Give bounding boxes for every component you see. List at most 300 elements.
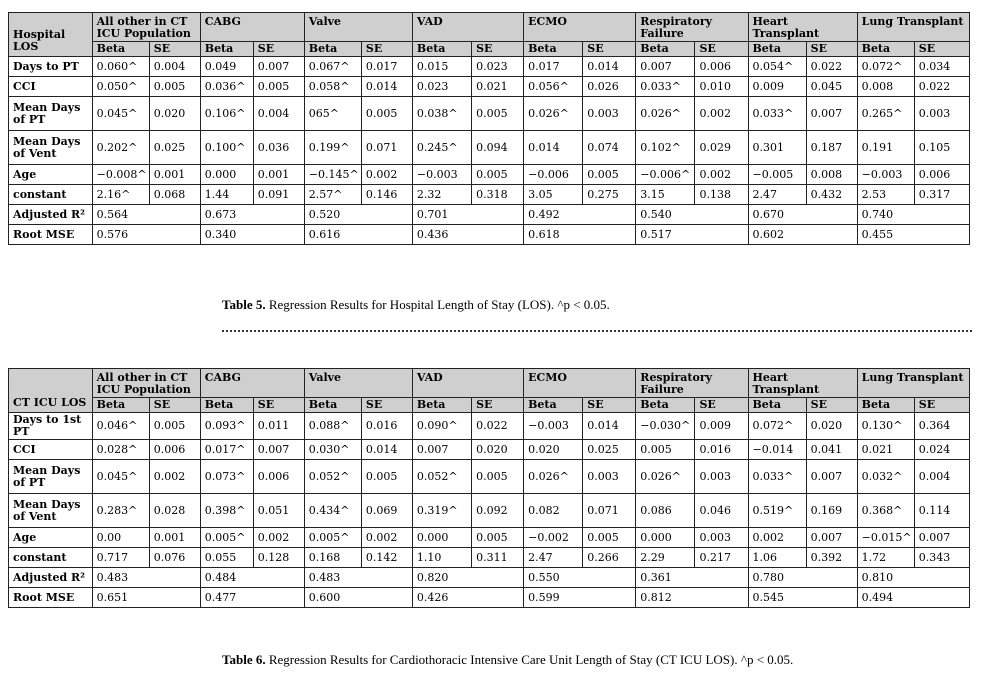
beta-cell: 1.72 <box>857 548 914 568</box>
se-cell: 0.014 <box>583 413 636 440</box>
beta-cell: 2.57^ <box>304 185 361 205</box>
se-cell: 0.046 <box>695 494 748 528</box>
beta-cell: 0.033^ <box>748 460 806 494</box>
column-group-header: CABG <box>200 369 304 398</box>
beta-cell: 0.000 <box>636 528 695 548</box>
se-cell: 0.045 <box>806 77 857 97</box>
se-cell: 0.017 <box>361 57 412 77</box>
se-cell: 0.003 <box>914 97 969 131</box>
se-cell: 0.041 <box>806 440 857 460</box>
beta-cell: 0.020 <box>524 440 583 460</box>
se-cell: 0.392 <box>806 548 857 568</box>
beta-cell: 0.088^ <box>304 413 361 440</box>
beta-header: Beta <box>200 398 253 413</box>
se-cell: 0.187 <box>806 131 857 165</box>
se-cell: 0.007 <box>806 528 857 548</box>
column-group-header: Valve <box>304 13 412 42</box>
beta-cell: 0.434^ <box>304 494 361 528</box>
se-cell: 0.275 <box>583 185 636 205</box>
beta-cell: −0.003 <box>524 413 583 440</box>
se-cell: 0.022 <box>472 413 524 440</box>
table-5-caption-label: Table 5. <box>222 297 266 312</box>
beta-cell: 0.032^ <box>857 460 914 494</box>
se-cell: 0.008 <box>806 165 857 185</box>
beta-cell: 0.398^ <box>200 494 253 528</box>
beta-cell: −0.030^ <box>636 413 695 440</box>
se-header: SE <box>806 398 857 413</box>
beta-cell: 0.052^ <box>304 460 361 494</box>
se-cell: 0.004 <box>149 57 200 77</box>
se-cell: 0.217 <box>695 548 748 568</box>
se-header: SE <box>149 42 200 57</box>
beta-cell: 0.028^ <box>92 440 149 460</box>
beta-cell: −0.006^ <box>636 165 695 185</box>
column-group-header: Heart Transplant <box>748 13 857 42</box>
beta-cell: 0.026^ <box>524 460 583 494</box>
column-group-header: Respiratory Failure <box>636 369 748 398</box>
beta-header: Beta <box>636 398 695 413</box>
se-cell: 0.311 <box>472 548 524 568</box>
beta-cell: 0.009 <box>748 77 806 97</box>
se-cell: 0.020 <box>806 413 857 440</box>
se-cell: 0.005 <box>583 165 636 185</box>
se-cell: 0.034 <box>914 57 969 77</box>
se-cell: 0.028 <box>149 494 200 528</box>
se-cell: 0.076 <box>149 548 200 568</box>
se-cell: 0.002 <box>149 460 200 494</box>
se-cell: 0.068 <box>149 185 200 205</box>
se-header: SE <box>806 42 857 57</box>
beta-cell: 0.199^ <box>304 131 361 165</box>
beta-cell: −0.005 <box>748 165 806 185</box>
se-cell: 0.025 <box>583 440 636 460</box>
beta-cell: 0.046^ <box>92 413 149 440</box>
se-cell: 0.091 <box>253 185 304 205</box>
beta-header: Beta <box>524 398 583 413</box>
se-cell: 0.022 <box>914 77 969 97</box>
beta-cell: 2.47 <box>748 185 806 205</box>
se-cell: 0.023 <box>472 57 524 77</box>
se-cell: 0.007 <box>253 57 304 77</box>
row-label: constant <box>9 185 93 205</box>
column-group-header: VAD <box>412 13 523 42</box>
se-cell: 0.318 <box>472 185 524 205</box>
se-cell: 0.025 <box>149 131 200 165</box>
se-cell: 0.009 <box>695 413 748 440</box>
row-header: CT ICU LOS <box>9 369 93 413</box>
beta-cell: 0.073^ <box>200 460 253 494</box>
table-row <box>9 440 970 460</box>
beta-cell: 0.036^ <box>200 77 253 97</box>
beta-cell: 0.058^ <box>304 77 361 97</box>
beta-cell: 0.060^ <box>92 57 149 77</box>
beta-cell: 0.00 <box>92 528 149 548</box>
beta-header: Beta <box>92 42 149 57</box>
beta-cell: 0.130^ <box>857 413 914 440</box>
se-cell: 0.266 <box>583 548 636 568</box>
se-cell: 0.001 <box>253 165 304 185</box>
se-cell: 0.071 <box>361 131 412 165</box>
row-label: Mean Days of PT <box>9 97 93 131</box>
se-cell: 0.005 <box>253 77 304 97</box>
beta-cell: 0.014 <box>524 131 583 165</box>
summary-value: 0.651 <box>92 588 200 608</box>
beta-header: Beta <box>524 42 583 57</box>
table-row <box>9 413 970 440</box>
beta-header: Beta <box>857 42 914 57</box>
se-cell: 0.001 <box>149 165 200 185</box>
se-header: SE <box>695 42 748 57</box>
table-row <box>9 185 970 205</box>
se-cell: 0.005 <box>149 413 200 440</box>
se-cell: 0.317 <box>914 185 969 205</box>
se-header: SE <box>914 398 969 413</box>
beta-cell: 0.100^ <box>200 131 253 165</box>
se-cell: 0.071 <box>583 494 636 528</box>
beta-cell: 0.045^ <box>92 460 149 494</box>
summary-value: 0.492 <box>524 205 636 225</box>
table-row <box>9 57 970 77</box>
se-cell: 0.014 <box>361 440 412 460</box>
beta-header: Beta <box>200 42 253 57</box>
beta-cell: −0.014 <box>748 440 806 460</box>
row-label: Age <box>9 165 93 185</box>
beta-cell: 0.283^ <box>92 494 149 528</box>
summary-value: 0.540 <box>636 205 748 225</box>
se-header: SE <box>583 398 636 413</box>
se-cell: 0.005 <box>149 77 200 97</box>
se-cell: 0.003 <box>695 528 748 548</box>
beta-cell: 0.106^ <box>200 97 253 131</box>
summary-value: 0.477 <box>200 588 304 608</box>
column-group-header: CABG <box>200 13 304 42</box>
summary-value: 0.340 <box>200 225 304 245</box>
se-cell: 0.002 <box>361 528 412 548</box>
beta-cell: 0.067^ <box>304 57 361 77</box>
beta-cell: 0.072^ <box>748 413 806 440</box>
summary-label: Adjusted R² <box>9 205 93 225</box>
table-6-caption-label: Table 6. <box>222 652 266 667</box>
se-cell: 0.020 <box>472 440 524 460</box>
beta-cell: 3.15 <box>636 185 695 205</box>
se-header: SE <box>253 398 304 413</box>
beta-cell: −0.015^ <box>857 528 914 548</box>
beta-cell: 2.53 <box>857 185 914 205</box>
se-cell: 0.003 <box>583 97 636 131</box>
beta-cell: 0.000 <box>200 165 253 185</box>
summary-value: 0.600 <box>304 588 412 608</box>
se-cell: 0.051 <box>253 494 304 528</box>
summary-value: 0.673 <box>200 205 304 225</box>
beta-cell: 0.265^ <box>857 97 914 131</box>
summary-label: Root MSE <box>9 225 93 245</box>
column-group-header: Valve <box>304 369 412 398</box>
summary-value: 0.576 <box>92 225 200 245</box>
summary-label: Root MSE <box>9 588 93 608</box>
beta-cell: 0.017 <box>524 57 583 77</box>
se-header: SE <box>149 398 200 413</box>
beta-cell: 1.10 <box>412 548 471 568</box>
beta-cell: 0.005 <box>636 440 695 460</box>
se-cell: 0.020 <box>149 97 200 131</box>
beta-cell: 2.16^ <box>92 185 149 205</box>
summary-value: 0.520 <box>304 205 412 225</box>
beta-header: Beta <box>412 398 471 413</box>
summary-row <box>9 225 970 245</box>
beta-cell: 0.090^ <box>412 413 471 440</box>
se-header: SE <box>472 42 524 57</box>
row-header: Hospital LOS <box>9 13 93 57</box>
se-cell: 0.114 <box>914 494 969 528</box>
summary-value: 0.361 <box>636 568 748 588</box>
se-header: SE <box>914 42 969 57</box>
beta-cell: 0.007 <box>636 57 695 77</box>
se-cell: 0.069 <box>361 494 412 528</box>
se-cell: 0.146 <box>361 185 412 205</box>
row-label: Mean Days of Vent <box>9 131 93 165</box>
beta-header: Beta <box>304 398 361 413</box>
table-6-ct-icu-los <box>8 368 970 608</box>
se-cell: 0.006 <box>149 440 200 460</box>
beta-cell: 0.082 <box>524 494 583 528</box>
beta-cell: 0.026^ <box>524 97 583 131</box>
se-cell: 0.003 <box>695 460 748 494</box>
beta-cell: 0.072^ <box>857 57 914 77</box>
beta-cell: 0.017^ <box>200 440 253 460</box>
se-cell: 0.128 <box>253 548 304 568</box>
beta-header: Beta <box>748 398 806 413</box>
table-6-caption-text: Regression Results for Cardiothoracic Intensive Care Unit Length of Stay (CT ICU LOS). ^p < 0.05. <box>268 652 794 667</box>
column-group-header: Lung Transplant <box>857 369 969 398</box>
row-label: CCI <box>9 77 93 97</box>
summary-value: 0.426 <box>412 588 523 608</box>
beta-cell: −0.008^ <box>92 165 149 185</box>
se-cell: 0.007 <box>253 440 304 460</box>
table-row <box>9 165 970 185</box>
beta-cell: 1.06 <box>748 548 806 568</box>
se-cell: 0.006 <box>695 57 748 77</box>
beta-cell: 0.368^ <box>857 494 914 528</box>
se-cell: 0.364 <box>914 413 969 440</box>
se-cell: 0.138 <box>695 185 748 205</box>
beta-cell: 0.191 <box>857 131 914 165</box>
se-cell: 0.169 <box>806 494 857 528</box>
table-row <box>9 460 970 494</box>
beta-cell: 2.32 <box>412 185 471 205</box>
beta-cell: 0.202^ <box>92 131 149 165</box>
beta-cell: 1.44 <box>200 185 253 205</box>
beta-cell: 3.05 <box>524 185 583 205</box>
table-row <box>9 528 970 548</box>
summary-value: 0.436 <box>412 225 523 245</box>
summary-value: 0.701 <box>412 205 523 225</box>
beta-cell: 0.050^ <box>92 77 149 97</box>
summary-value: 0.484 <box>200 568 304 588</box>
beta-cell: 0.055 <box>200 548 253 568</box>
beta-header: Beta <box>748 42 806 57</box>
se-cell: 0.002 <box>695 165 748 185</box>
se-cell: 0.142 <box>361 548 412 568</box>
beta-cell: 0.056^ <box>524 77 583 97</box>
beta-cell: 0.026^ <box>636 460 695 494</box>
beta-cell: 0.049 <box>200 57 253 77</box>
se-header: SE <box>361 398 412 413</box>
se-cell: 0.432 <box>806 185 857 205</box>
table-row <box>9 97 970 131</box>
beta-cell: 0.002 <box>748 528 806 548</box>
se-cell: 0.016 <box>695 440 748 460</box>
summary-value: 0.820 <box>412 568 523 588</box>
beta-cell: −0.003 <box>412 165 471 185</box>
beta-cell: 0.005^ <box>200 528 253 548</box>
se-cell: 0.105 <box>914 131 969 165</box>
summary-value: 0.455 <box>857 225 969 245</box>
row-label: CCI <box>9 440 93 460</box>
row-label: constant <box>9 548 93 568</box>
se-cell: 0.092 <box>472 494 524 528</box>
beta-cell: 0.168 <box>304 548 361 568</box>
se-cell: 0.010 <box>695 77 748 97</box>
se-cell: 0.006 <box>253 460 304 494</box>
dotted-separator <box>222 330 972 332</box>
se-cell: 0.005 <box>361 97 412 131</box>
summary-value: 0.517 <box>636 225 748 245</box>
se-cell: 0.014 <box>361 77 412 97</box>
se-cell: 0.011 <box>253 413 304 440</box>
se-cell: 0.026 <box>583 77 636 97</box>
column-group-header: All other in CT ICU Population <box>92 13 200 42</box>
beta-cell: −0.145^ <box>304 165 361 185</box>
se-cell: 0.029 <box>695 131 748 165</box>
se-cell: 0.024 <box>914 440 969 460</box>
se-cell: 0.014 <box>583 57 636 77</box>
se-cell: 0.001 <box>149 528 200 548</box>
column-group-header: VAD <box>412 369 523 398</box>
summary-row <box>9 568 970 588</box>
beta-header: Beta <box>412 42 471 57</box>
se-cell: 0.016 <box>361 413 412 440</box>
row-label: Days to PT <box>9 57 93 77</box>
se-cell: 0.005 <box>472 165 524 185</box>
se-header: SE <box>695 398 748 413</box>
row-label: Days to 1st PT <box>9 413 93 440</box>
beta-cell: 2.29 <box>636 548 695 568</box>
se-cell: 0.005 <box>472 528 524 548</box>
beta-header: Beta <box>304 42 361 57</box>
se-cell: 0.005 <box>472 97 524 131</box>
se-header: SE <box>253 42 304 57</box>
summary-value: 0.494 <box>857 588 969 608</box>
column-group-header: ECMO <box>524 13 636 42</box>
summary-value: 0.483 <box>304 568 412 588</box>
summary-value: 0.602 <box>748 225 857 245</box>
summary-value: 0.812 <box>636 588 748 608</box>
column-group-header: Lung Transplant <box>857 13 969 42</box>
beta-cell: 0.033^ <box>636 77 695 97</box>
row-label: Age <box>9 528 93 548</box>
summary-value: 0.618 <box>524 225 636 245</box>
table-5-caption <box>222 297 610 313</box>
summary-value: 0.780 <box>748 568 857 588</box>
summary-label: Adjusted R² <box>9 568 93 588</box>
se-header: SE <box>583 42 636 57</box>
se-cell: 0.004 <box>253 97 304 131</box>
se-cell: 0.003 <box>583 460 636 494</box>
se-cell: 0.002 <box>361 165 412 185</box>
summary-value: 0.740 <box>857 205 969 225</box>
se-cell: 0.094 <box>472 131 524 165</box>
beta-cell: 0.026^ <box>636 97 695 131</box>
beta-cell: 0.093^ <box>200 413 253 440</box>
column-group-header: Respiratory Failure <box>636 13 748 42</box>
se-header: SE <box>472 398 524 413</box>
beta-cell: 0.102^ <box>636 131 695 165</box>
beta-cell: 0.245^ <box>412 131 471 165</box>
column-group-header: All other in CT ICU Population <box>92 369 200 398</box>
se-cell: 0.036 <box>253 131 304 165</box>
summary-value: 0.599 <box>524 588 636 608</box>
beta-cell: 0.519^ <box>748 494 806 528</box>
beta-cell: −0.006 <box>524 165 583 185</box>
beta-cell: 0.000 <box>412 528 471 548</box>
beta-cell: 0.007 <box>412 440 471 460</box>
se-cell: 0.007 <box>914 528 969 548</box>
beta-cell: 0.319^ <box>412 494 471 528</box>
table-row <box>9 131 970 165</box>
beta-cell: 0.054^ <box>748 57 806 77</box>
se-cell: 0.004 <box>914 460 969 494</box>
beta-cell: 0.086 <box>636 494 695 528</box>
se-cell: 0.007 <box>806 460 857 494</box>
se-cell: 0.002 <box>695 97 748 131</box>
summary-row <box>9 205 970 225</box>
beta-cell: 0.030^ <box>304 440 361 460</box>
row-label: Mean Days of PT <box>9 460 93 494</box>
se-cell: 0.005 <box>472 460 524 494</box>
table-row <box>9 494 970 528</box>
se-cell: 0.005 <box>361 460 412 494</box>
beta-cell: 0.008 <box>857 77 914 97</box>
beta-cell: 0.717 <box>92 548 149 568</box>
se-cell: 0.002 <box>253 528 304 548</box>
beta-header: Beta <box>636 42 695 57</box>
beta-cell: 065^ <box>304 97 361 131</box>
beta-cell: 0.301 <box>748 131 806 165</box>
summary-value: 0.545 <box>748 588 857 608</box>
summary-value: 0.810 <box>857 568 969 588</box>
summary-row <box>9 588 970 608</box>
row-label: Mean Days of Vent <box>9 494 93 528</box>
beta-cell: 0.021 <box>857 440 914 460</box>
table-5-caption-text: Regression Results for Hospital Length of Stay (LOS). ^p < 0.05. <box>268 297 610 312</box>
beta-cell: 0.005^ <box>304 528 361 548</box>
beta-cell: −0.003 <box>857 165 914 185</box>
se-cell: 0.021 <box>472 77 524 97</box>
table-row <box>9 77 970 97</box>
table-5-hospital-los <box>8 12 970 245</box>
se-cell: 0.006 <box>914 165 969 185</box>
summary-value: 0.670 <box>748 205 857 225</box>
beta-cell: 0.038^ <box>412 97 471 131</box>
beta-cell: 2.47 <box>524 548 583 568</box>
summary-value: 0.483 <box>92 568 200 588</box>
se-cell: 0.343 <box>914 548 969 568</box>
beta-cell: 0.033^ <box>748 97 806 131</box>
beta-cell: 0.023 <box>412 77 471 97</box>
summary-value: 0.550 <box>524 568 636 588</box>
column-group-header: Heart Transplant <box>748 369 857 398</box>
se-cell: 0.074 <box>583 131 636 165</box>
